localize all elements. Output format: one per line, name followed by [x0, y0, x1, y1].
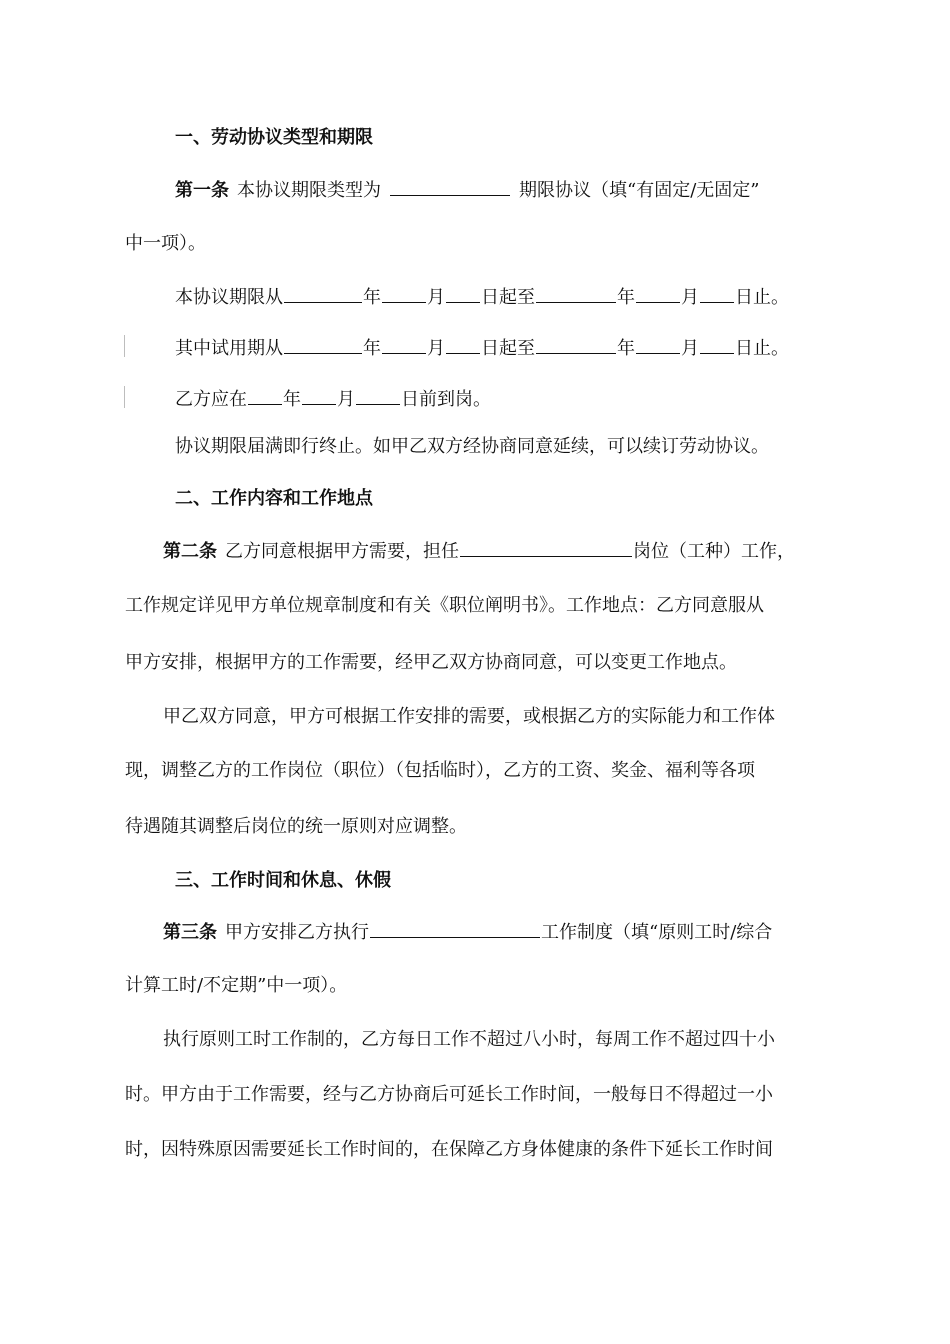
article-3-text-a: 甲方安排乙方执行	[225, 922, 369, 943]
term-end-month-blank[interactable]	[636, 284, 680, 303]
probation-start-month-blank[interactable]	[382, 335, 426, 354]
report-month-blank[interactable]	[302, 386, 336, 405]
term-start-month-blank[interactable]	[382, 284, 426, 303]
year-label: 年	[283, 389, 301, 410]
article-3-line-1	[163, 919, 772, 945]
expiry-text: 协议期限届满即行终止。如甲乙双方经协商同意延续，可以续订劳动协议。	[175, 436, 769, 457]
article-2-line-1	[163, 538, 795, 564]
year-label: 年	[617, 287, 635, 308]
month-label: 月	[427, 338, 445, 359]
article-1-text-b: 期限协议（填“有固定/无固定”	[519, 180, 760, 201]
section-1-heading: 一、劳动协议类型和期限	[175, 127, 373, 148]
article-2-para-2-line-3: 待遇随其调整后岗位的统一原则对应调整。	[125, 816, 467, 837]
article-3-label: 第三条	[163, 922, 217, 943]
term-start-day-blank[interactable]	[446, 284, 480, 303]
probation-line	[175, 335, 789, 361]
probation-end-year-blank[interactable]	[536, 335, 616, 354]
term-type-blank[interactable]	[390, 177, 510, 196]
article-2-para-2-line-2: 现，调整乙方的工作岗位（职位）（包括临时），乙方的工资、奖金、福利等各项	[125, 760, 755, 781]
term-label: 本协议期限从	[175, 287, 283, 308]
probation-end-day-blank[interactable]	[700, 335, 734, 354]
month-label: 月	[681, 287, 699, 308]
report-year-blank[interactable]	[248, 386, 282, 405]
year-label: 年	[363, 338, 381, 359]
term-start-year-blank[interactable]	[284, 284, 362, 303]
section-2-heading: 二、工作内容和工作地点	[175, 488, 373, 509]
article-2-label: 第二条	[163, 541, 217, 562]
article-1-text-a: 本协议期限类型为	[237, 180, 381, 201]
article-2-line-2: 工作规定详见甲方单位规章制度和有关《职位阐明书》。工作地点：乙方同意服从	[125, 595, 764, 616]
day-end-label: 日止。	[735, 338, 789, 359]
day-end-label: 日止。	[735, 287, 789, 308]
month-label: 月	[427, 287, 445, 308]
report-end-label: 日前到岗。	[401, 389, 491, 410]
year-label: 年	[363, 287, 381, 308]
probation-start-year-blank[interactable]	[284, 335, 362, 354]
article-3-para-2-line-2: 时。甲方由于工作需要，经与乙方协商后可延长工作时间，一般每日不得超过一小	[125, 1084, 773, 1105]
work-system-blank[interactable]	[370, 919, 540, 938]
article-1-label: 第一条	[175, 180, 229, 201]
month-label: 月	[681, 338, 699, 359]
term-line	[175, 284, 789, 310]
probation-label: 其中试用期从	[175, 338, 283, 359]
article-2-para-2-line-1: 甲乙双方同意，甲方可根据工作安排的需要，或根据乙方的实际能力和工作体	[163, 706, 775, 727]
position-blank[interactable]	[460, 538, 632, 557]
margin-marker	[124, 386, 125, 408]
article-3-text-b: 工作制度（填“原则工时/综合	[541, 922, 773, 943]
article-2-text-b: 岗位（工种）工作，	[633, 541, 795, 562]
term-end-year-blank[interactable]	[536, 284, 616, 303]
report-line	[175, 386, 491, 412]
probation-end-month-blank[interactable]	[636, 335, 680, 354]
article-2-text-a: 乙方同意根据甲方需要，担任	[225, 541, 459, 562]
term-end-day-blank[interactable]	[700, 284, 734, 303]
day-from-label: 日起至	[481, 338, 535, 359]
article-1-line-1	[175, 177, 759, 203]
article-1-line-2: 中一项）。	[125, 233, 206, 254]
margin-marker	[124, 335, 125, 357]
section-3-heading: 三、工作时间和休息、休假	[175, 870, 391, 891]
month-label: 月	[337, 389, 355, 410]
article-3-para-2-line-3: 时，因特殊原因需要延长工作时间的，在保障乙方身体健康的条件下延长工作时间	[125, 1139, 773, 1160]
article-2-line-3: 甲方安排，根据甲方的工作需要，经甲乙双方协商同意，可以变更工作地点。	[125, 652, 737, 673]
year-label: 年	[617, 338, 635, 359]
article-3-line-2: 计算工时/不定期”中一项）。	[125, 975, 348, 996]
day-from-label: 日起至	[481, 287, 535, 308]
article-3-para-2-line-1: 执行原则工时工作制的，乙方每日工作不超过八小时，每周工作不超过四十小	[163, 1029, 775, 1050]
report-label: 乙方应在	[175, 389, 247, 410]
report-day-blank[interactable]	[356, 386, 400, 405]
probation-start-day-blank[interactable]	[446, 335, 480, 354]
